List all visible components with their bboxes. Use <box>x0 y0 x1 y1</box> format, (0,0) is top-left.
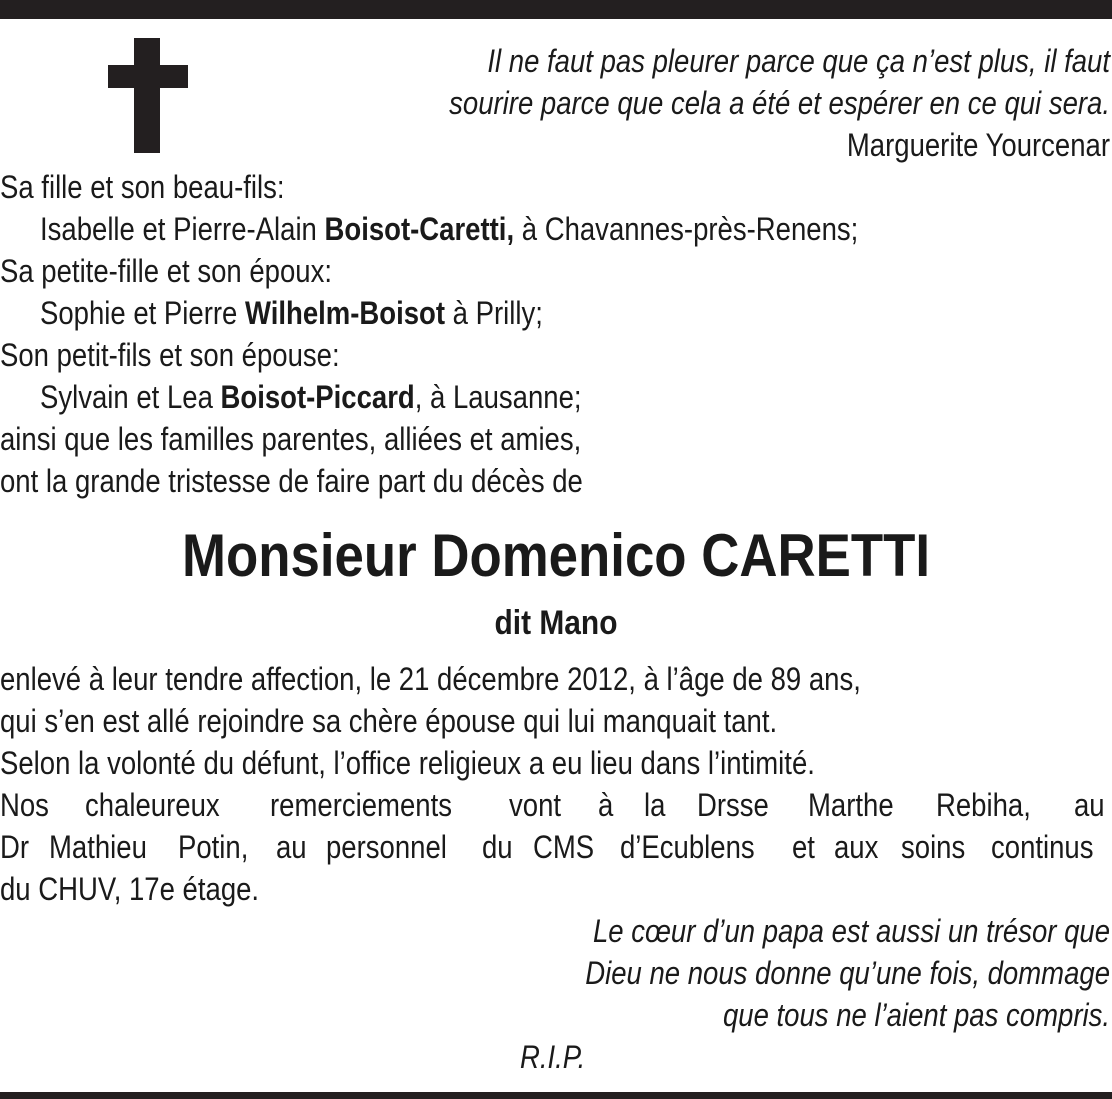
granddaughter-place: à Prilly; <box>445 295 543 331</box>
quote-author: Marguerite Yourcenar <box>846 127 1110 163</box>
others-line: ainsi que les familles parentes, alliées et amies, <box>0 421 582 457</box>
word: au <box>1074 787 1106 823</box>
daughter-line <box>40 208 995 250</box>
body-line-6: du CHUV, 17e étage. <box>0 871 260 907</box>
grandson-line <box>40 376 995 418</box>
granddaughter-names: Sophie et Pierre <box>40 295 238 331</box>
granddaughter-line <box>40 292 995 334</box>
rip-text: R.I.P. <box>520 1039 586 1075</box>
body-line-2: qui s’en est allé rejoindre sa chère épouse qui lui manquait tant. <box>0 703 778 739</box>
body-line-1: enlevé à leur tendre affection, le 21 décembre 2012, à l’âge de 89 ans, <box>0 661 861 697</box>
grandson-surname: Boisot-Piccard <box>220 379 415 415</box>
daughter-surname: Boisot-Caretti, <box>324 211 515 247</box>
grandson-intro: Son petit-fils et son épouse: <box>0 337 340 373</box>
word: du <box>482 829 513 865</box>
grandson-place: , à Lausanne; <box>414 379 582 415</box>
word: chaleureux <box>84 787 220 823</box>
top-border <box>0 0 1112 19</box>
word: d’Ecublens <box>619 829 755 865</box>
closing-quote-line-3: que tous ne l’aient pas compris. <box>722 997 1110 1033</box>
word: soins <box>900 829 965 865</box>
granddaughter-intro: Sa petite-fille et son époux: <box>0 253 332 289</box>
word: aux <box>833 829 879 865</box>
word: Dr <box>0 829 30 865</box>
word: au <box>275 829 307 865</box>
granddaughter-surname: Wilhelm-Boisot <box>244 295 446 331</box>
word: Mathieu <box>49 829 148 865</box>
word: Nos <box>0 787 49 823</box>
word: la <box>643 787 666 823</box>
deceased-name: Monsieur Domenico CARETTI <box>181 522 931 589</box>
word: personnel <box>326 829 448 865</box>
word: CMS <box>533 829 595 865</box>
quote-line-1: Il ne faut pas pleurer parce que ça n’est plus, il faut <box>487 43 1110 79</box>
body-line-5 <box>0 826 1110 868</box>
announce-line: ont la grande tristesse de faire part du décès de <box>0 463 583 499</box>
closing-quote-line-1: Le cœur d’un papa est aussi un trésor que <box>592 913 1110 949</box>
word: à <box>597 787 614 823</box>
word: Marthe <box>808 787 895 823</box>
daughter-place: à Chavannes-près-Renens; <box>514 211 859 247</box>
word: vont <box>509 787 562 823</box>
body-line-4 <box>0 784 1110 826</box>
word: et <box>791 829 815 865</box>
word: Potin, <box>178 829 249 865</box>
word: Drsse <box>696 787 769 823</box>
word: continus <box>990 829 1094 865</box>
closing-quote-line-2: Dieu ne nous donne qu’une fois, dommage <box>585 955 1110 991</box>
grandson-names: Sylvain et Lea <box>40 379 213 415</box>
quote-line-2: sourire parce que cela a été et espérer en ce qui sera. <box>449 85 1111 121</box>
word: Rebiha, <box>936 787 1031 823</box>
daughter-names: Isabelle et Pierre-Alain <box>40 211 317 247</box>
body-line-3: Selon la volonté du défunt, l’office religieux a eu lieu dans l’intimité. <box>0 745 815 781</box>
bottom-border <box>0 1092 1112 1099</box>
word: remerciements <box>269 787 452 823</box>
daughter-intro: Sa fille et son beau-fils: <box>0 169 285 205</box>
deceased-nickname: dit Mano <box>494 604 618 642</box>
